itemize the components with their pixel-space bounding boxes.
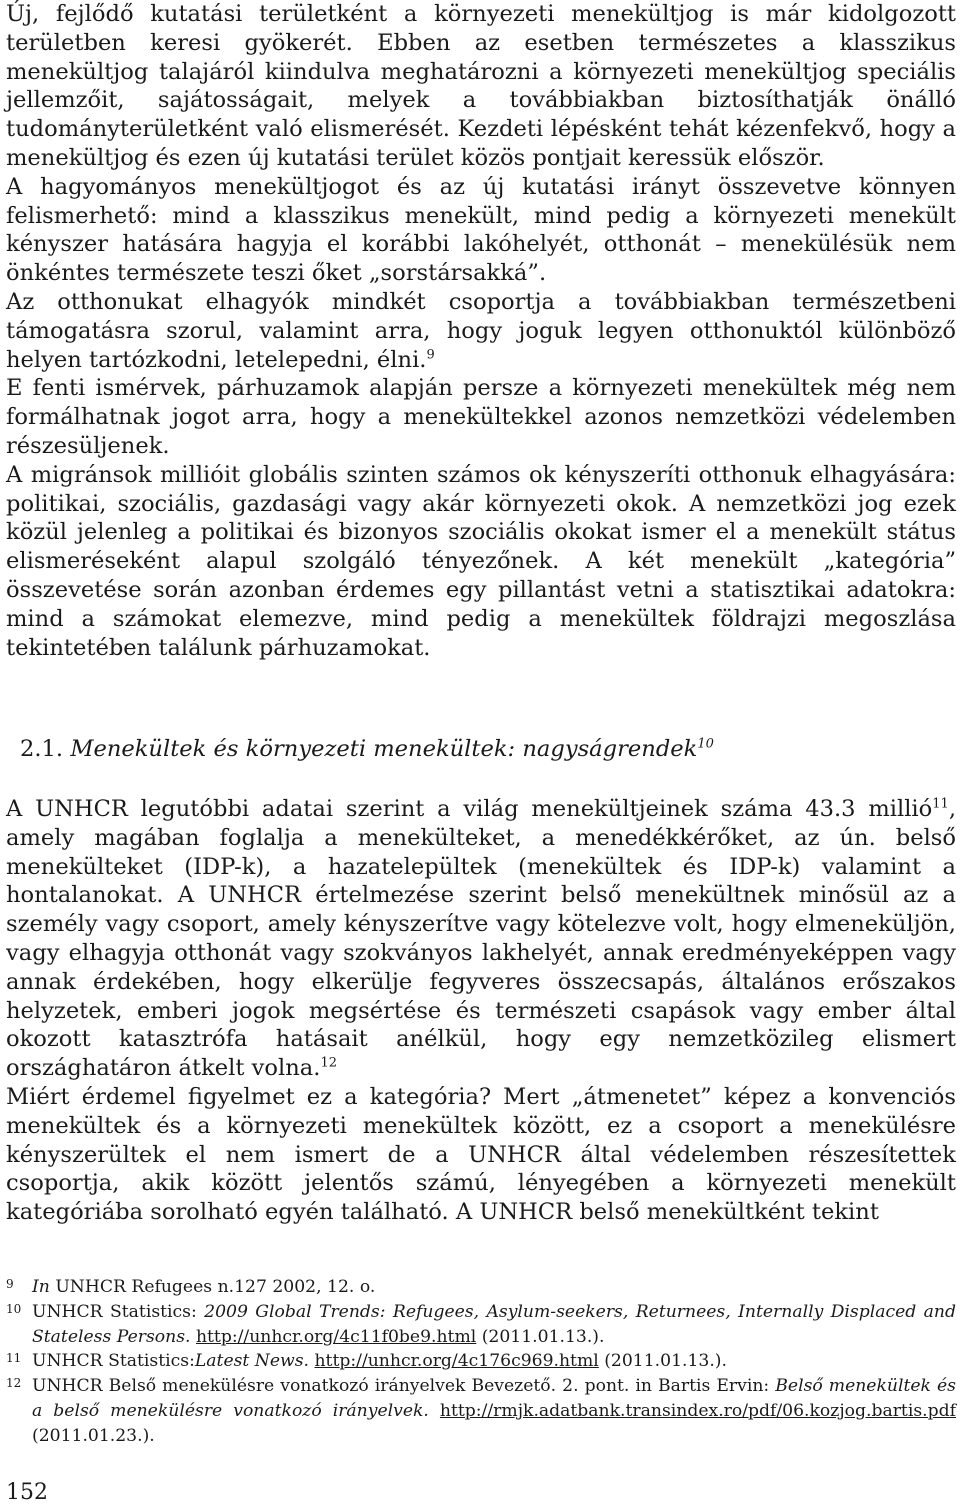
paragraph-7: Miért érdemel figyelmet ez a kategória? Mert „átmenetet” képez a konvenciós menekültek és a környezeti menekültek között, ez a csoport a menekülésre kényszerültek el nem ismert de a UNHCR által védelemben részesítettek csoportja, akik között jelentős számú, lényegében a környezeti menekült kategóriába sorolható egyén található. A UNHCR belső menekültként tekint bbox=[6, 1083, 956, 1226]
footnote-italic: 2009 Global Trends: Refugees, Asylum-seekers, Returnees, Internally Displaced and Stateless Persons. bbox=[32, 1301, 956, 1347]
footnote-number: 10 bbox=[6, 1301, 22, 1316]
paragraph-1: Új, fejlődő kutatási területként a környezeti menekültjog is már kidolgozott területben keresi gyökerét. Ebben az esetben természetes a klasszikus menekültjog talajáról kiindulva meghatározni a környezeti menekültjog speciális jellemzőit, sajátosságait, melyek a továbbiakban biztosíthatják önálló tudományterületként való elismerését. Kezdeti lépésként tehát kézenfekvő, hogy a menekültjog és ezen új kutatási terület közös pontjait keressük először. bbox=[6, 1, 956, 171]
footnote-ref-12[interactable]: 12 bbox=[320, 1055, 337, 1071]
paragraph-2: A hagyományos menekültjogot és az új kutatási irányt összevetve könnyen felismerhető: mind a klasszikus menekült, mind pedig a környezeti menekült kényszer hatására hagyja el korábbi lakóhelyét, otthonát – menekülésük nem önkéntes természete teszi őket „sorstársakká”. bbox=[6, 173, 956, 287]
paragraph-6-text-b: , amely magában foglalja a menekülteket, a menedékkérőket, az ún. belső menekülteket (IDP-k), a hazatelepültek (menekültek és IDP-k) valamint a hontalanokat. A UNHCR értelmezése szerint belső menekültnek minősül az a személy vagy csoport, amely kényszerítve vagy kötelezve volt, hogy elmeneküljön, vagy elhagyja otthonát vagy szokványos lakhelyét, annak eredményeképpen vagy annak érdekében, hogy elkerülje fegyveres összecsapás, általános erőszakos helyzetek, emberi jogok megsértése és természeti csapások vagy ember által okozott katasztrófa hatásait anélkül, hogy egy nemzetközileg elismert országhatáron átkelt volna. bbox=[6, 796, 956, 1082]
footnote-10 bbox=[6, 1300, 956, 1350]
footnote-body: UNHCR Statistics: bbox=[32, 1351, 195, 1372]
footnote-9 bbox=[6, 1275, 956, 1300]
footnote-12 bbox=[6, 1374, 956, 1448]
footnote-date: (2011.01.13.). bbox=[476, 1326, 605, 1347]
footnote-date: (2011.01.13.). bbox=[598, 1351, 727, 1372]
footnote-ref-11[interactable]: 11 bbox=[932, 796, 949, 812]
footnote-11 bbox=[6, 1349, 956, 1374]
footnote-text bbox=[32, 1349, 956, 1374]
footnote-number: 9 bbox=[6, 1277, 14, 1291]
paragraph-6 bbox=[6, 795, 956, 1083]
section-number: 2.1. bbox=[20, 736, 64, 762]
paragraph-6-text-a: A UNHCR legutóbbi adatai szerint a világ menekültjeinek száma 43.3 millió bbox=[6, 796, 933, 822]
footnote-italic: Belső menekültek és a belső menekülésre vonatkozó irányelvek. bbox=[32, 1376, 956, 1421]
paragraph-4: E fenti ismérvek, párhuzamok alapján persze a környezeti menekültek még nem formálhatnak jogot arra, hogy a menekültekkel azonos nemzetközi védelemben részesüljenek. bbox=[6, 375, 956, 459]
footnote-link[interactable]: http://rmjk.adatbank.transindex.ro/pdf/06.kozjog.bartis.pdf bbox=[439, 1400, 956, 1421]
footnote-number: 11 bbox=[6, 1351, 22, 1366]
footnote-link[interactable]: http://unhcr.org/4c176c969.html bbox=[314, 1351, 599, 1372]
footnote-ref-10[interactable]: 10 bbox=[697, 736, 714, 752]
section-heading bbox=[20, 736, 714, 762]
footnote-link[interactable]: http://unhcr.org/4c11f0be9.html bbox=[195, 1326, 477, 1347]
page-number: 152 bbox=[6, 1480, 48, 1505]
footnote-date: (2011.01.23.). bbox=[32, 1425, 155, 1446]
section-body bbox=[6, 795, 956, 1227]
paragraph-3-text: Az otthonukat elhagyók mindkét csoportja a továbbiakban természetbeni támogatásra szorul, valamint arra, hogy joguk legyen otthonuktól különböző helyen tartózkodni, letelepedni, élni. bbox=[6, 288, 956, 373]
paragraph-3 bbox=[6, 288, 956, 374]
footnote-number: 12 bbox=[6, 1376, 22, 1391]
footnote-body: UNHCR Statistics: bbox=[32, 1301, 205, 1322]
paragraph-5: A migránsok millióit globális szinten számos ok kényszeríti otthonuk elhagyására: politikai, szociális, gazdasági vagy akár környezeti okok. A nemzetközi jog ezek közül jelenleg a politikai és bizonyos szociális okokat ismer el a menekült státus elismeréseként alapul szolgáló tényezőnek. A két menekült „kategória” összevetése során azonban érdemes egy pillantást vetni a statisztikai adatokra: mind a számokat elemezve, mind pedig a menekültek földrajzi megoszlása tekintetében találunk párhuzamokat. bbox=[6, 461, 956, 661]
footnote-text bbox=[32, 1374, 956, 1448]
footnote-text bbox=[32, 1300, 956, 1350]
footnote-italic: In bbox=[32, 1277, 50, 1297]
footnote-text bbox=[32, 1275, 956, 1300]
section-title: Menekültek és környezeti menekültek: nagyságrendek bbox=[70, 736, 698, 762]
footnote-ref-9[interactable]: 9 bbox=[426, 347, 435, 363]
footnote-italic: Latest News. bbox=[194, 1351, 310, 1372]
footnotes bbox=[6, 1275, 956, 1449]
footnote-body: UNHCR Belső menekülésre vonatkozó irányelvek Bevezető. 2. pont. in Bartis Ervin: bbox=[32, 1376, 776, 1397]
footnote-body: UNHCR Refugees n.127 2002, 12. o. bbox=[49, 1277, 376, 1297]
